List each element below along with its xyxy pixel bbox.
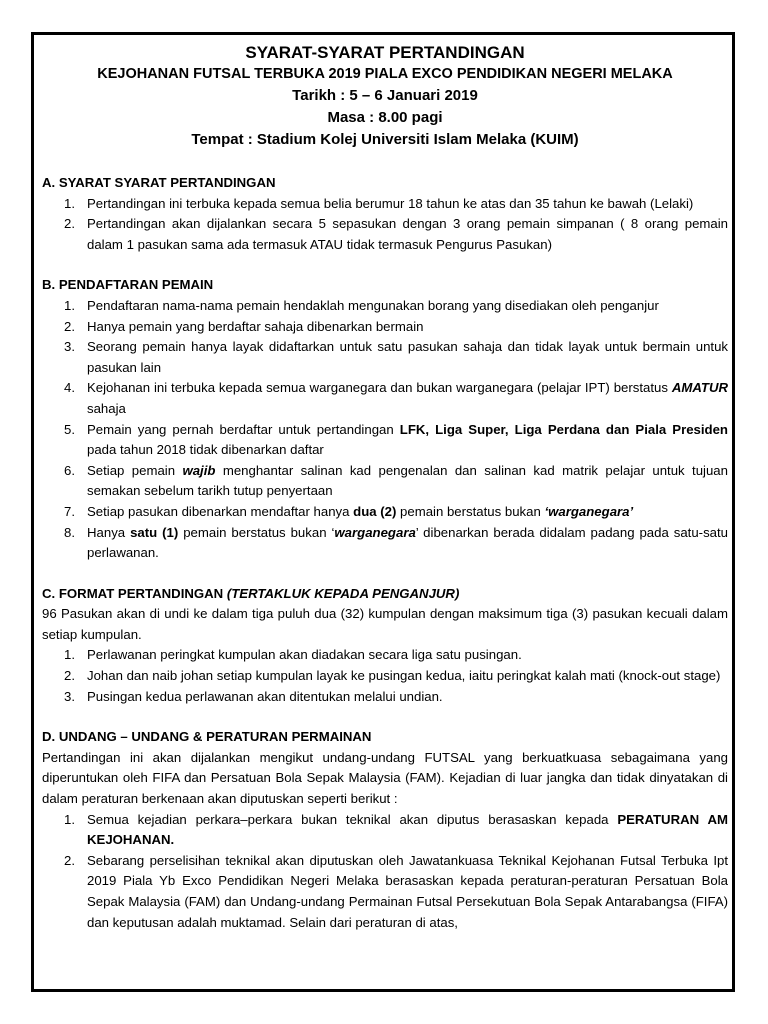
list-item: 1. Pendaftaran nama-nama pemain hendaklah mengunakan borang yang disediakan oleh penganjur xyxy=(64,297,659,313)
list-item: 1. Semua kejadian perkara–perkara bukan teknikal akan diputus berasaskan kepada PERATURAN AM KEJOHANAN. xyxy=(64,811,728,848)
section-b-list xyxy=(42,296,728,564)
section-a-list xyxy=(42,194,728,256)
section-d-title: D. UNDANG – UNDANG & PERATURAN PERMAINAN xyxy=(42,729,372,745)
list-item: 7. Setiap pasukan dibenarkan mendaftar hanya dua (2) pemain berstatus bukan ‘warganegara’ xyxy=(64,503,634,519)
list-item: 1. Perlawanan peringkat kumpulan akan diadakan secara liga satu pusingan. xyxy=(64,647,522,663)
event-venue: Tempat : Stadium Kolej Universiti Islam Melaka (KUIM) xyxy=(191,131,579,148)
event-date: Tarikh : 5 – 6 Januari 2019 xyxy=(292,87,478,104)
section-a-title: A. SYARAT SYARAT PERTANDINGAN xyxy=(42,175,276,190)
list-item: 2. Hanya pemain yang berdaftar sahaja dibenarkan bermain xyxy=(64,318,424,334)
list-item: 8. Hanya satu (1) pemain berstatus bukan ‘warganegara’ dibenarkan berada didalam padang pada satu-satu perlawanan. xyxy=(64,524,729,561)
section-c-intro: 96 Pasukan akan di undi ke dalam tiga puluh dua (32) kumpulan dengan maksimum tiga (3) pasukan kecuali dalam setiap kumpulan. xyxy=(42,606,728,642)
event-title: KEJOHANAN FUTSAL TERBUKA 2019 PIALA EXCO PENDIDIKAN NEGERI MELAKA xyxy=(97,66,673,82)
list-item: 6. Setiap pemain wajib menghantar salinan kad pengenalan dan salinan kad matrik pelajar untuk tujuan semakan sebelum tarikh tutup penyertaan xyxy=(64,462,728,499)
document-body xyxy=(42,40,728,933)
list-item: 3. Seorang pemain hanya layak didaftarkan untuk satu pasukan sahaja dan tidak layak untuk bermain untuk pasukan lain xyxy=(64,339,728,375)
section-c-list xyxy=(42,645,728,707)
section-b-title: B. PENDAFTARAN PEMAIN xyxy=(42,277,214,293)
document-title: SYARAT-SYARAT PERTANDINGAN xyxy=(245,43,525,62)
section-c-title: C. FORMAT PERTANDINGAN (TERTAKLUK KEPADA PENGANJUR) xyxy=(42,585,460,601)
list-item: 5. Pemain yang pernah berdaftar untuk pertandingan LFK, Liga Super, Liga Perdana dan Piala Presiden pada tahun 2018 tidak dibenarkan daftar xyxy=(64,421,728,458)
event-time: Masa : 8.00 pagi xyxy=(327,109,443,126)
list-item: 4. Kejohanan ini terbuka kepada semua warganegara dan bukan warganegara (pelajar IPT) berstatus AMATUR sahaja xyxy=(64,380,728,416)
list-item: 2. Johan dan naib johan setiap kumpulan layak ke pusingan kedua, iaitu peringkat kalah mati (knock-out stage) xyxy=(64,668,721,684)
list-item: 3. Pusingan kedua perlawanan akan ditentukan melalui undian. xyxy=(64,688,443,704)
section-d-intro: Pertandingan ini akan dijalankan mengikut undang-undang FUTSAL yang berkuatkuasa sebagaimana yang diperuntukan oleh FIFA dan Persatuan Bola Sepak Malaysia (FAM). Kejadian di luar jangka dan tidak dinyatakan di dalam peraturan berkenaan akan diputuskan seperti berikut : xyxy=(42,749,728,807)
list-item: 2. Pertandingan akan dijalankan secara 5 sepasukan dengan 3 orang pemain simpanan ( 8 orang pemain dalam 1 pasukan sama ada termasuk ATAU tidak termasuk Pengurus Pasukan) xyxy=(64,216,728,252)
list-item: 2. Sebarang perselisihan teknikal akan diputuskan oleh Jawatankuasa Teknikal Kejohanan Futsal Terbuka Ipt 2019 Piala Yb Exco Pendidikan Negeri Melaka berasaskan kepada peraturan-peraturan Persatuan Bola Sepak Malaysia (FAM) dan Undang-undang Permainan Futsal Persekutuan Bola Sepak Antarabangsa (FIFA) dan keputusan adalah muktamad. Selain dari peraturan di atas, xyxy=(64,852,728,930)
section-d-list xyxy=(42,810,728,934)
list-item: 1. Pertandingan ini terbuka kepada semua belia berumur 18 tahun ke atas dan 35 tahun ke bawah (Lelaki) xyxy=(64,195,694,211)
